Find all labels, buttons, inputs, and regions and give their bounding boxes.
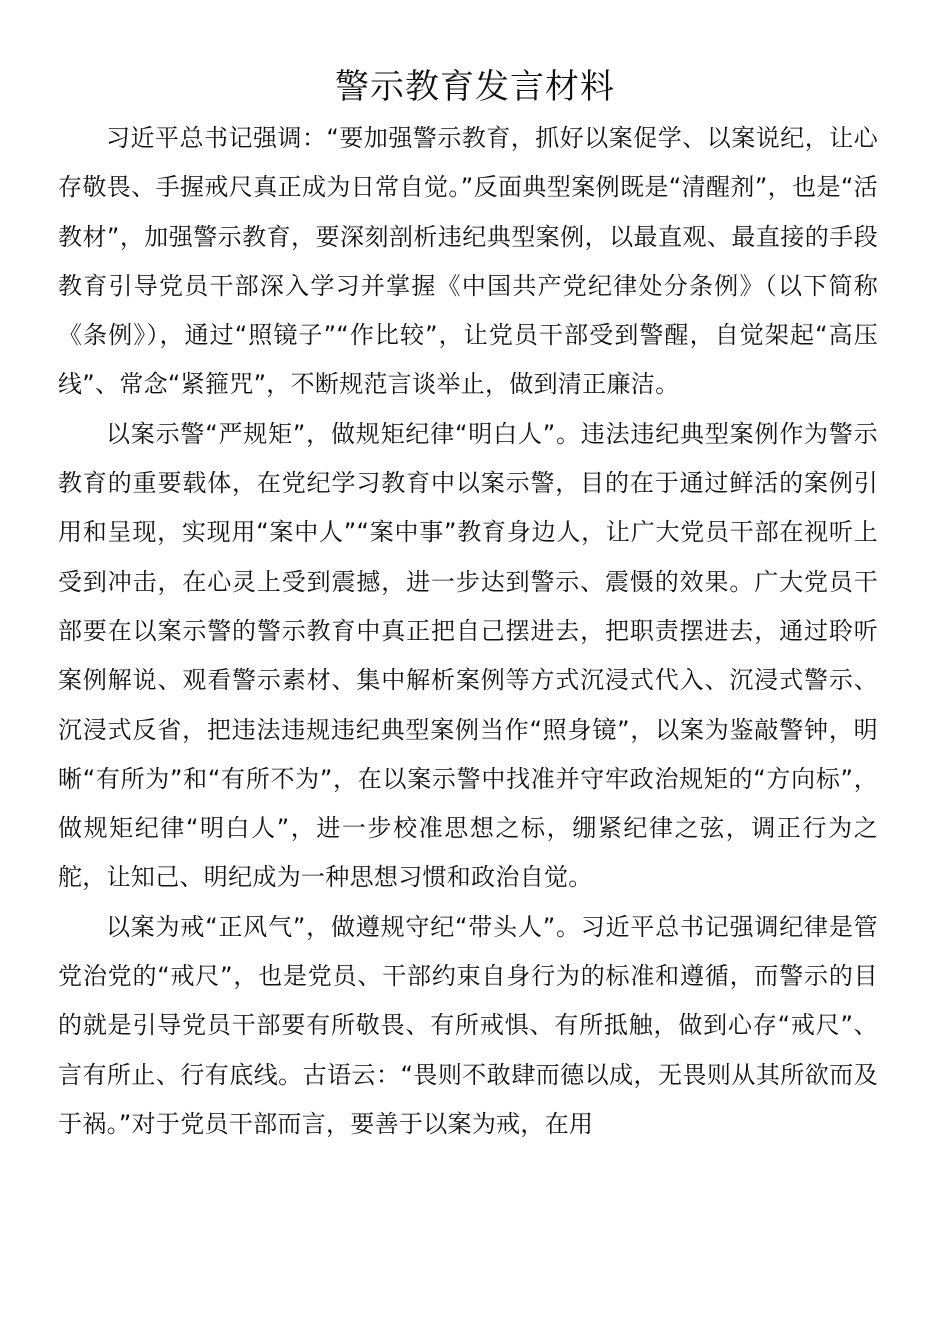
document-title: 警示教育发言材料	[335, 67, 615, 107]
paragraph-text: 习近平总书记强调纪律是管党治党的“戒尺”，也是党员、干部约束自身行为的标准和遵循，而警示的目的就是引导党员干部要有所敬畏、有所戒惧、有所抵触，做到心存“戒尺”、言有所止、行有底线。古语云：“畏则不敢肆而德以成，无畏则从其所欲而及于祸。”对于党员干部而言，要善于以案为戒，在用	[58, 912, 878, 1138]
paragraph-text: 习近平总书记强调：“要加强警示教育，抓好以案促学、以案说纪，让心存敬畏、手握戒尺真正成为日常自觉。”反面典型案例既是“清醒剂”，也是“活教材”，加强警示教育，要深刻剖析违纪典型案例，以最直观、最直接的手段教育引导党员干部深入学习并掌握《中国共产党纪律处分条例》（以下简称《条例》），通过“照镜子”“作比较”，让党员干部受到警醒，自觉架起“高压线”、常念“紧箍咒”，不断规范言谈举止，做到清正廉洁。	[58, 124, 878, 399]
paragraph-2	[58, 410, 878, 903]
document-body	[58, 114, 878, 1149]
paragraph-text: 违法违纪典型案例作为警示教育的重要载体，在党纪学习教育中以案示警，目的在于通过鲜活的案例引用和呈现，实现用“案中人”“案中事”教育身边人，让广大党员干部在视听上受到冲击，在心灵上受到震撼，进一步达到警示、震慑的效果。广大党员干部要在以案示警的警示教育中真正把自己摆进去，把职责摆进去，通过聆听案例解说、观看警示素材、集中解析案例等方式沉浸式代入、沉浸式警示、沉浸式反省，把违法违规违纪典型案例当作“照身镜”，以案为鉴敲警钟，明晰“有所为”和“有所不为”，在以案示警中找准并守牢政治规矩的“方向标”，做规矩纪律“明白人”，进一步校准思想之标，绷紧纪律之弦，调正行为之舵，让知己、明纪成为一种思想习惯和政治自觉。	[58, 419, 878, 892]
paragraph-1	[58, 114, 878, 410]
paragraph-lead: 以案为戒“正风气”，做遵规守纪“带头人”。	[106, 912, 581, 941]
paragraph-3	[58, 903, 878, 1149]
paragraph-lead: 以案示警“严规矩”，做规矩纪律“明白人”。	[106, 419, 581, 448]
